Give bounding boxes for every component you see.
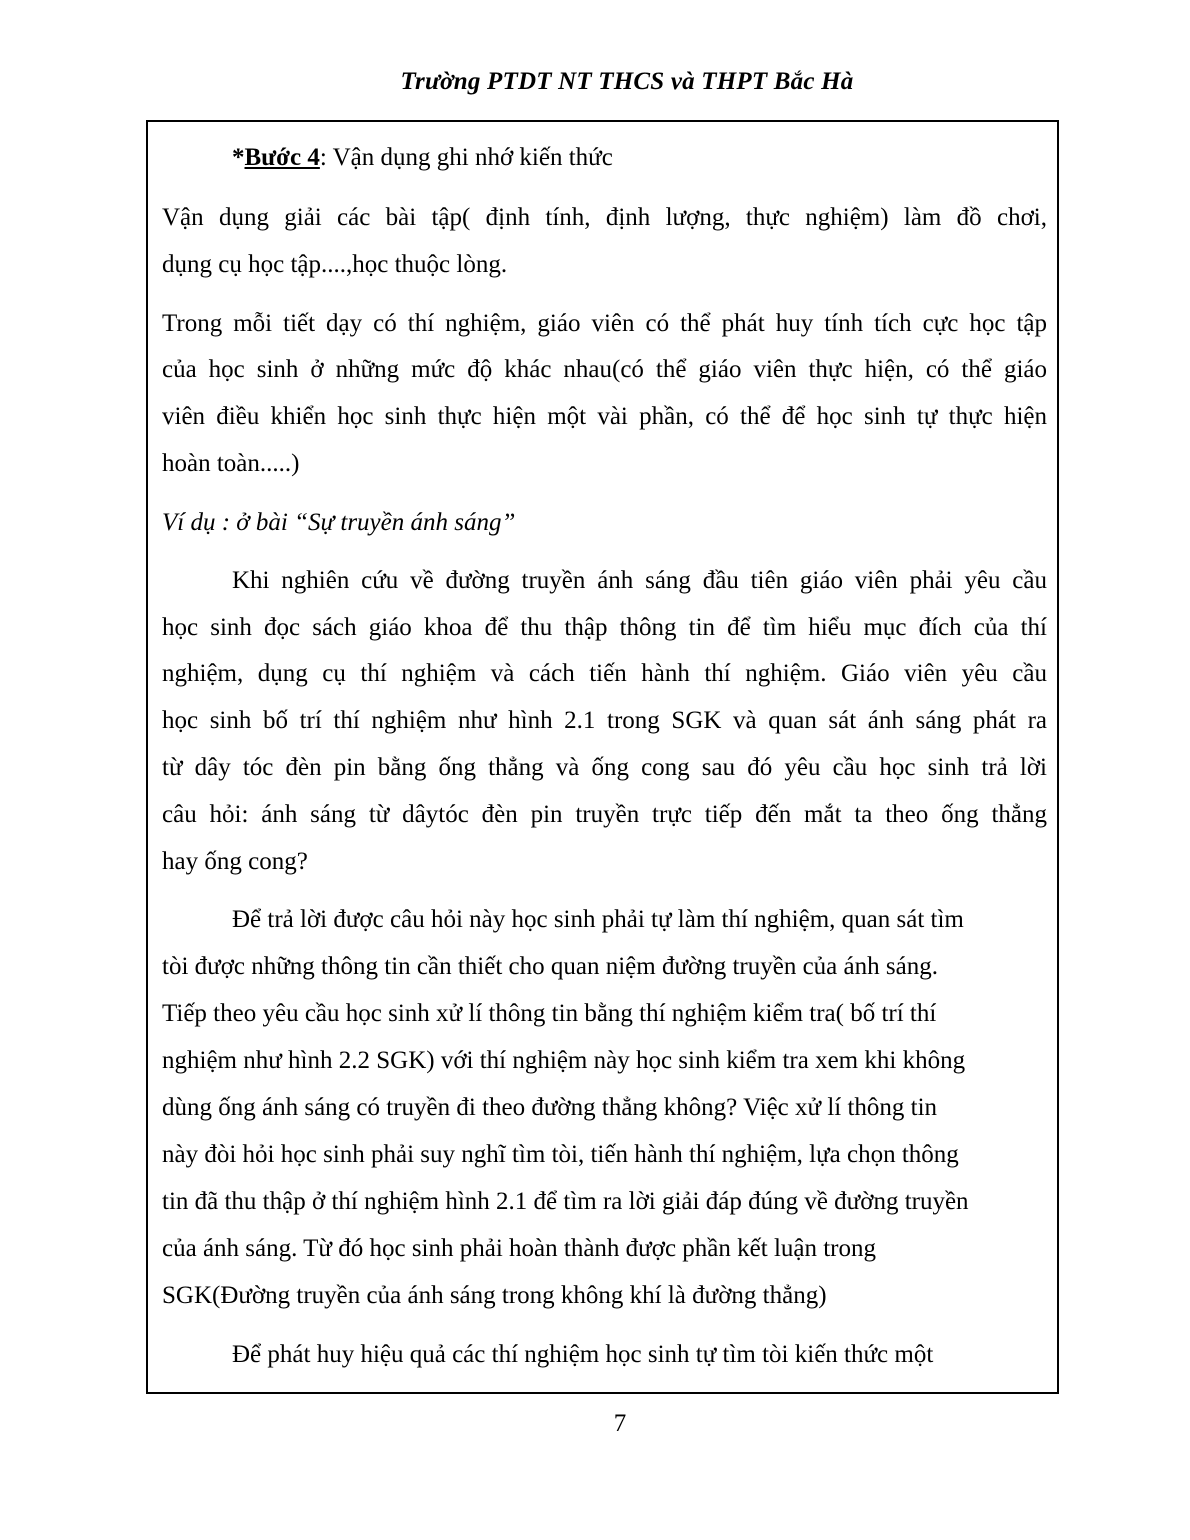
para3-line-7: hay ống cong? [162,848,308,875]
para4-line-5: dùng ống ánh sáng có truyền đi theo đường thẳng không? Việc xử lí thông tin [162,1094,938,1121]
page-header-title: Trường PTDT NT THCS và THPT Bắc Hà [400,68,854,95]
para4-line-7: tin đã thu thập ở thí nghiệm hình 2.1 để tìm ra lời giải đáp đúng về đường truyền [162,1188,969,1215]
para4-line-2: tòi được những thông tin cần thiết cho quan niệm đường truyền của ánh sáng. [162,953,938,980]
para4-line-8: của ánh sáng. Từ đó học sinh phải hoàn thành được phần kết luận trong [162,1235,877,1262]
para4-line-4: nghiệm như hình 2.2 SGK) với thí nghiệm này học sinh kiểm tra xem khi không [162,1047,966,1074]
para2-line-3: viên điều khiển học sinh thực hiện một vài phần, có thể để học sinh tự thực hiện [162,403,1047,430]
para4-line-3: Tiếp theo yêu cầu học sinh xử lí thông tin bằng thí nghiệm kiểm tra( bố trí thí [162,1000,937,1027]
para3-line-5: từ dây tóc đèn pin bằng ống thẳng và ống cong sau đó yêu cầu học sinh trả lời [162,754,1047,781]
para2-line-4: hoàn toàn.....) [162,450,300,477]
step-text: : Vận dụng ghi nhớ kiến thức [319,144,613,171]
para3-line-3: nghiệm, dụng cụ thí nghiệm và cách tiến hành thí nghiệm. Giáo viên yêu cầu [162,660,1047,687]
para4-line-1: Để trả lời được câu hỏi này học sinh phải tự làm thí nghiệm, quan sát tìm [232,906,964,933]
para2-line-1: Trong mỗi tiết dạy có thí nghiệm, giáo viên có thể phát huy tính tích cực học tập [162,310,1047,337]
para1-line-2: dụng cụ học tập....,học thuộc lòng. [162,251,508,278]
para3-line-2: học sinh đọc sách giáo khoa để thu thập thông tin để tìm hiểu mục đích của thí [162,614,1047,641]
step-heading [232,143,613,173]
para3-line-6: câu hỏi: ánh sáng từ dâytóc đèn pin truyền trực tiếp đến mắt ta theo ống thẳng [162,801,1047,828]
para3-line-4: học sinh bố trí thí nghiệm như hình 2.1 trong SGK và quan sát ánh sáng phát ra [162,707,1047,734]
para2-line-2: của học sinh ở những mức độ khác nhau(có thể giáo viên thực hiện, có thể giáo [162,356,1047,383]
para1-line-1: Vận dụng giải các bài tập( định tính, định lượng, thực nghiệm) làm đồ chơi, [162,204,1047,231]
para3-line-1: Khi nghiên cứu về đường truyền ánh sáng đầu tiên giáo viên phải yêu cầu [232,567,1047,594]
example-heading: Ví dụ : ở bài “Sự truyền ánh sáng” [162,509,516,536]
para4-line-6: này đòi hỏi học sinh phải suy nghĩ tìm tòi, tiến hành thí nghiệm, lựa chọn thông [162,1141,959,1168]
para4-line-9: SGK(Đường truyền của ánh sáng trong không khí là đường thẳng) [162,1282,827,1309]
step-prefix: * [232,144,245,171]
page-number: 7 [613,1410,627,1437]
para5-line-1: Để phát huy hiệu quả các thí nghiệm học sinh tự tìm tòi kiến thức một [232,1341,934,1368]
step-label: Bước 4 [244,144,320,171]
